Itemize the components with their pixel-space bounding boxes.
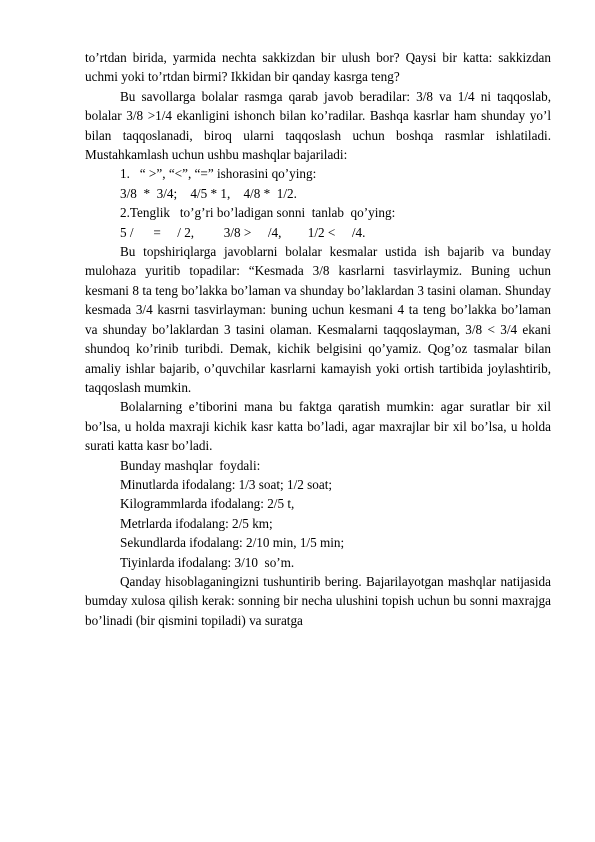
document-body [85, 48, 551, 630]
exercise-line-2: 3/8 * 3/4; 4/5 * 1, 4/8 * 1/2. [120, 185, 297, 201]
useful-exercise-tiyin: Tiyinlarda ifodalang: 3/10 so’m. [120, 554, 295, 570]
paragraph-conclusion: Qanday hisoblaganingizni tushuntirib bering. Bajarilayotgan mashqlar natijasida bumday xulosa qilish kerak: sonning bir necha ulushini topish uchun bu sonni maxrajga bo’linadi (bir qismini topiladi) va suratga [85, 573, 551, 628]
paragraph-segment-reasoning: Bu topshiriqlarga javoblarni bolalar kesmalar ustida ish bajarib va bunday mulohaza yuritib topadilar: “Kesmada 3/8 kasrlarni tasvirlaymiz. Buning uchun kesmani 8 ta teng bo’lakka bo’laman va shunday bo’laklardan 3 tasini olaman. Shunday kesmada 3/4 kasrni tasvirlayman: buning uchun kesmani 4 ta teng bo’lakka bo’laman va shunday bo’laklardan 3 tasini olaman. Kesmalarni taqqoslayman, 3/8 < 3/4 ekani shundoq ko’rinib turibdi. Demak, kichik belgisini qo’yamiz. Qog’oz tasmalar bilan amaliy ishlar bajarib, o’quvchilar kasrlarni kamayish yoki ortish tartibida joylashtirib, taqqoslash mumkin. [85, 244, 551, 395]
paragraph-numerator-rule: Bolalarning e’tiborini mana bu faktga qaratish mumkin: agar suratlar bir xil bo’lsa, u holda maxraji kichik kasr katta bo’ladi, agar maxrajlar bir xil bo’lsa, u holda surati katta kasr bo’ladi. [85, 399, 551, 454]
paragraph-intro-questions: to’rtdan birida, yarmida nechta sakkizdan bir ulush bor? Qaysi bir katta: sakkizdan uchmi yoki to’rtdan birmi? Ikkidan bir qanday kasrga teng? [85, 50, 551, 85]
exercise-line-1: 1. “ >”, “<”, “=” ishorasini qo’ying: [120, 166, 317, 182]
useful-exercise-minutes: Minutlarda ifodalang: 1/3 soat; 1/2 soat; [120, 476, 333, 492]
useful-exercise-kilograms: Kilogrammlarda ifodalang: 2/5 t, [120, 496, 295, 512]
useful-exercise-meters: Metrlarda ifodalang: 2/5 km; [120, 515, 273, 531]
exercise-line-4: 5 / = / 2, 3/8 > /4, 1/2 < /4. [120, 224, 366, 240]
useful-exercises-heading: Bunday mashqlar foydali: [120, 457, 261, 473]
exercise-line-3: 2.Tenglik to’g’ri bo’ladigan sonni tanlab qo’ying: [120, 205, 396, 221]
useful-exercise-seconds: Sekundlarda ifodalang: 2/10 min, 1/5 min; [120, 535, 345, 551]
paragraph-answers-by-picture: Bu savollarga bolalar rasmga qarab javob beradilar: 3/8 va 1/4 ni taqqoslab, bolalar 3/8 >1/4 ekanligini ishonch bilan ko’radilar. Bashqa kasrlar ham shunday yo’l bilan taqqoslanadi, biroq ularni taqqoslash uchun boshqa rasmlar ishlatiladi. Mustahkamlash uchun ushbu mashqlar bajariladi: [85, 88, 551, 163]
